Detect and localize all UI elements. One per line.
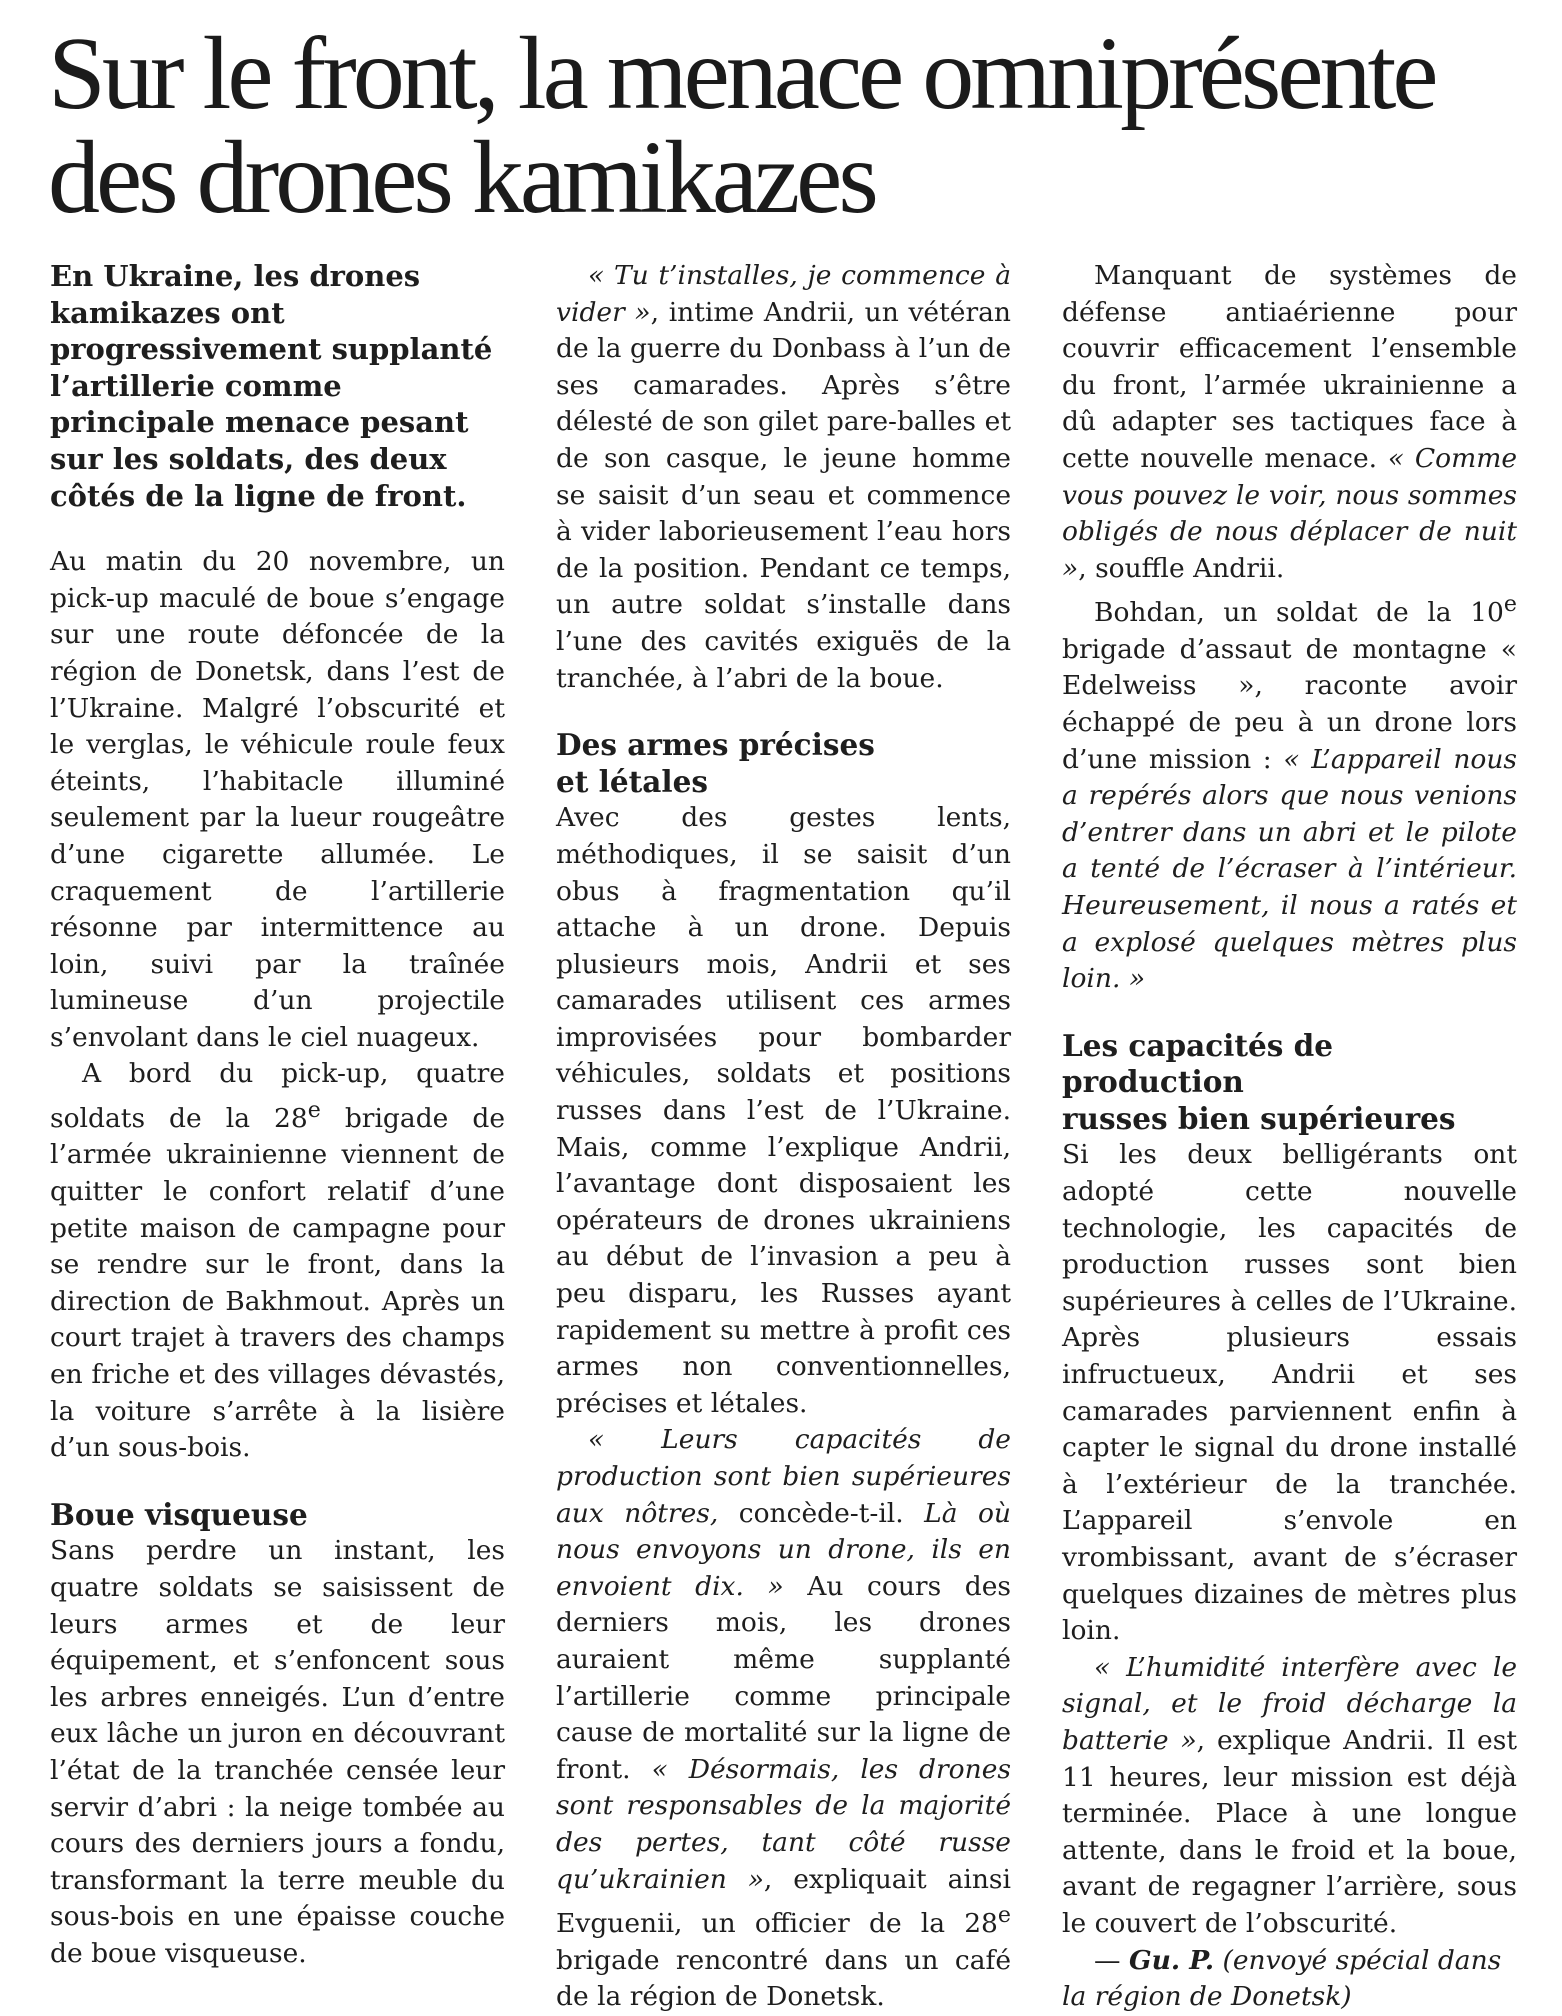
text-run: , intime Andrii, un vétéran de la guerre du Donbass à l’un de ses camarades. Après s’être délesté de son gilet pare-balles et de son casque, le jeune homme se saisit d’un seau et commence à vider laborieusement l’eau hors de la position. Pendant ce temps, un autre soldat s’installe dans l’une des cavités exiguës de la tranchée, à l’abri de la boue. [556,296,1011,694]
column-1 [50,258,505,1973]
subheading-line: russes bien supérieures [1062,1100,1456,1136]
text-run: Manquant de systèmes de défense antiaérienne pour couvrir efficacement l’ensemble du front, l’armée ukrainienne a dû adapter ses tactiques face à cette nouvelle menace. [1062,260,1517,474]
superscript: e [1503,592,1517,618]
column-3 [1062,258,1517,2016]
text-run: Au cours des derniers mois, les drones auraient même supplanté l’artillerie comme principale cause de mortalité sur la ligne de front. [556,1570,1012,1785]
body-paragraph [1062,258,1517,587]
column-2 [556,258,1011,2016]
body-paragraph: Avec des gestes lents, méthodiques, il se saisit d’un obus à fragmentation qu’il attache à un drone. Depuis plusieurs mois, Andrii et ses camarades utilisent ces armes improvisées pour bombarder véhicules, soldats et positions russes dans l’est de l’Ukraine. Mais, comme l’explique Andrii, l’avantage dont disposaient les opérateurs de drones ukrainiens au début de l’invasion a peu à peu disparu, les Russes ayant rapidement su mettre à profit ces armes non conventionnelles, précises et létales. [556,802,1011,1419]
body-paragraph [50,1056,505,1466]
byline [1062,1943,1517,2016]
text-run: brigade de l’armée ukrainienne viennent de quitter le confort relatif d’une petite maison de campagne pour se rendre sur le front, dans la direction de Bakhmout. Après un court trajet à travers des champs en friche et des villages dévastés, la voiture s’arrête à la lisière d’un sous-bois. [50,1102,506,1464]
byline-dash: — [1094,1944,1129,1976]
superscript: e [307,1098,321,1124]
quote: « L’humidité interfère avec le signal, et le froid décharge la batterie » [1062,1651,1517,1756]
subheading-line: Les capacités de production [1062,1027,1334,1100]
text-run: brigade d’assaut de montagne « Edelweiss », raconte avoir échappé de peu à un drone lors d’une mission : [1062,633,1517,775]
byline-role: la région de Donetsk) [1062,1981,1352,2013]
superscript: e [997,1903,1011,1929]
lead-paragraph: En Ukraine, les drones kamikazes ont progressivement supplanté l’artillerie comme principale menace pesant sur les soldats, des deux côtés de la ligne de front. [50,259,493,513]
body-paragraph [1062,1650,1517,1943]
quote: « Désormais, les drones sont responsables de la majorité des pertes, tant côté russe qu’ukrainien » [556,1753,1011,1895]
byline-role: (envoyé spécial dans [1214,1944,1502,1976]
quote: Là où nous envoyons un drone, ils en envoient dix. » [556,1497,1011,1602]
subheading [556,727,1011,800]
body-paragraph: Au matin du 20 novembre, un pick-up maculé de boue s’engage sur une route défoncée de la région de Donetsk, dans l’est de l’Ukraine. Malgré l’obscurité et le verglas, le véhicule roule feux éteints, l’habitacle illuminé seulement par la lueur rougeâtre d’une cigarette allumée. Le craquement de l’artillerie résonne par intermittence au loin, suivi par la traînée lumineuse d’un projectile s’envolant dans le ciel nuageux. [50,546,505,1053]
body-paragraph [556,1422,1011,2015]
body-paragraph: Sans perdre un instant, les quatre soldats se saisissent de leurs armes et de leur équipement, et s’enfoncent sous les arbres enneigés. L’un d’entre eux lâche un juron en découvrant l’état de la tranchée censée leur servir d’abri : la neige tombée au cours des derniers jours a fondu, transformant la terre meuble du sous-bois en une épaisse couche de boue visqueuse. [50,1535,505,1969]
text-run: , souffle Andrii. [1078,552,1285,584]
text-run: concède-t-il. [718,1497,925,1529]
byline-author: Gu. P. [1128,1944,1215,1976]
quote: « Comme vous pouvez le voir, nous sommes obligés de nous déplacer de nuit » [1062,442,1518,584]
text-run: , explique Andrii. Il est 11 heures, leur mission est déjà terminée. Place à une longue attente, dans le froid et la boue, avant de regagner l’arrière, sous le couvert de l’obscurité. [1062,1724,1517,1939]
headline [48,16,1528,235]
text-run: Bohdan, un soldat de la 10 [1094,597,1504,629]
headline-line-1: Sur le front, la menace omniprésente [48,16,1435,131]
text-run: , expliquait ainsi Evguenii, un officier de la 28 [556,1863,1011,1939]
subheading [1062,1028,1517,1138]
headline-line-2: des drones kamikazes [48,120,875,235]
quote: « L’appareil nous a repérés alors que nous venions d’entrer dans un abri et le pilote a tenté de l’écraser à l’intérieur. Heureusement, il nous a ratés et a explosé quelques mètres plus loin. » [1062,743,1518,995]
text-run: A bord du pick-up, quatre soldats de la 28 [50,1058,505,1134]
quote: « Tu t’installes, je commence à vider » [556,260,1011,328]
body-paragraph: Si les deux belligérants ont adopté cette nouvelle technologie, les capacités de production russes sont bien supérieures à celles de l’Ukraine. Après plusieurs essais infructueux, Andrii et ses camarades parviennent enfin à capter le signal du drone installé à l’extérieur de la tranchée. L’appareil s’envole en vrombissant, avant de s’écraser quelques dizaines de mètres plus loin. [1062,1139,1517,1647]
subheading-line: Des armes précises [556,727,875,763]
subheading: Boue visqueuse [50,1496,308,1532]
subheading-line: et létales [556,763,708,799]
quote: « Leurs capacités de production sont bien supérieures aux nôtres, [556,1424,1011,1529]
text-run: brigade rencontré dans un café de la région de Donetsk. [556,1944,1011,2013]
body-paragraph [1062,587,1517,997]
body-paragraph [556,258,1011,697]
